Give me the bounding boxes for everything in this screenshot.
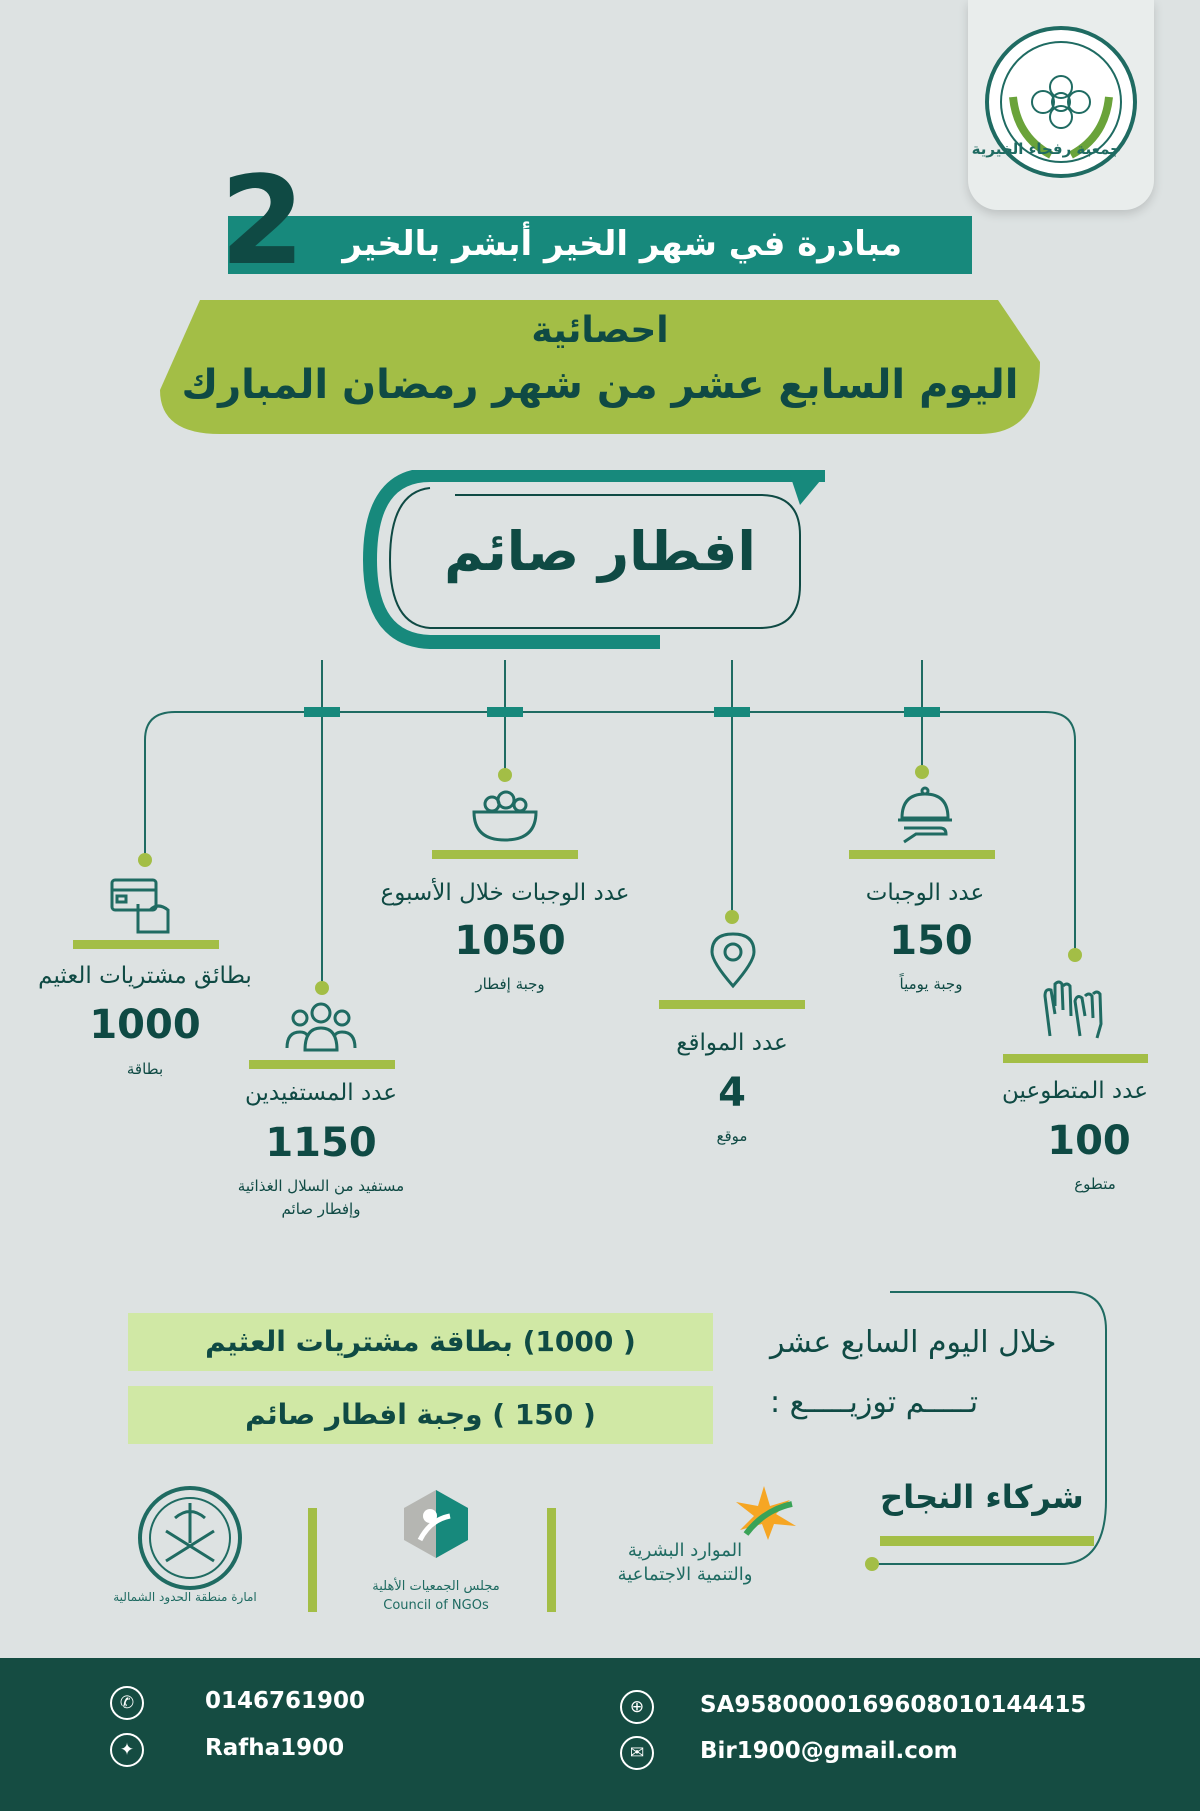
summary-item-meals: ( 150 ) وجبة افطار صائم — [128, 1386, 713, 1444]
org-logo-emblem — [971, 17, 1141, 187]
partners-underline — [880, 1536, 1094, 1546]
partners-title: شركاء النجاح — [880, 1478, 1084, 1516]
twitter-icon: ✦ — [110, 1733, 144, 1767]
partner-divider — [547, 1508, 556, 1612]
stats-banner — [160, 300, 1040, 434]
org-logo-card — [968, 0, 1154, 210]
connector-tree — [0, 650, 1200, 1010]
stat-label: عدد المتطوعين — [1002, 1078, 1148, 1104]
stat-bar-beneficiaries — [249, 1060, 395, 1069]
stat-bar-locations — [659, 1000, 805, 1009]
stat-label: بطائق مشتريات العثيم — [38, 963, 252, 989]
phone-icon: ✆ — [110, 1686, 144, 1720]
org-logo-label: جمعية رفحاء الخيرية — [971, 140, 1121, 158]
stat-value: 1150 — [265, 1120, 377, 1166]
card-hand-icon — [108, 876, 174, 936]
header-title: مبادرة في شهر الخير أبشر بالخير — [342, 224, 902, 264]
distribution-heading: خلال اليوم السابع عشر — [770, 1325, 1057, 1360]
footer-twitter[interactable]: Rafha1900 — [205, 1735, 345, 1761]
volunteer-hands-icon — [1035, 976, 1115, 1046]
stat-value: 4 — [718, 1070, 746, 1116]
stat-value: 1050 — [454, 918, 566, 964]
meal-cloche-icon — [890, 786, 960, 846]
hr-ministry-name: الموارد البشرية — [627, 1540, 743, 1561]
footer — [0, 1658, 1200, 1811]
stat-value: 150 — [889, 918, 973, 964]
program-title: افطار صائم — [444, 520, 756, 583]
stat-unit: وجبة إفطار — [475, 975, 545, 993]
stat-bar-cards — [73, 940, 219, 949]
header-title-bar — [228, 216, 972, 274]
stat-unit: وجبة يومياً — [899, 975, 963, 993]
stat-label: عدد المستفيدين — [244, 1080, 398, 1106]
ngo-council-name-ar: مجلس الجمعيات الأهلية — [372, 1579, 500, 1594]
food-bowl-icon — [470, 788, 540, 844]
footer-phone[interactable]: 0146761900 — [205, 1688, 366, 1714]
stat-label: عدد المواقع — [676, 1030, 788, 1056]
ngo-council-name-en: Council of NGOs — [383, 1598, 489, 1613]
stats-banner-subheading: اليوم السابع عشر من شهر رمضان المبارك — [181, 362, 1019, 408]
bank-icon: ⊕ — [620, 1690, 654, 1724]
stat-label: عدد الوجبات خلال الأسبوع — [380, 880, 630, 906]
stat-label: عدد الوجبات — [865, 880, 985, 906]
stat-unit: وإفطار صائم — [281, 1200, 361, 1218]
header-title-number: 2 — [220, 150, 305, 292]
hr-ministry-name: والتنمية الاجتماعية — [617, 1564, 753, 1585]
partner-divider — [308, 1508, 317, 1612]
emirate-name: امارة منطقة الحدود الشمالية — [113, 1590, 257, 1604]
stat-bar-weekly-meals — [432, 850, 578, 859]
footer-iban: SA9580000169608010144415 — [700, 1692, 1087, 1718]
email-icon: ✉ — [620, 1736, 654, 1770]
stat-unit: بطاقة — [126, 1060, 164, 1078]
stats-banner-heading: احصائية — [531, 310, 669, 351]
distribution-subheading: تـــــم توزيـــــع : — [770, 1385, 979, 1420]
footer-email[interactable]: Bir1900@gmail.com — [700, 1738, 958, 1764]
people-group-icon — [285, 1000, 357, 1054]
stat-bar-volunteers — [1003, 1054, 1148, 1063]
stat-value: 100 — [1047, 1118, 1131, 1164]
stat-value: 1000 — [89, 1002, 201, 1048]
stat-bar-meals — [849, 850, 995, 859]
stat-unit: متطوع — [1074, 1175, 1116, 1193]
stat-unit: مستفيد من السلال الغذائية — [237, 1177, 405, 1195]
summary-item-cards: ( 1000) بطاقة مشتريات العثيم — [128, 1313, 713, 1371]
hr-ministry-star-icon — [728, 1484, 800, 1542]
location-pin-icon — [708, 930, 758, 990]
ngo-council-hexagon-icon — [400, 1488, 472, 1560]
stat-unit: موقع — [716, 1127, 748, 1145]
